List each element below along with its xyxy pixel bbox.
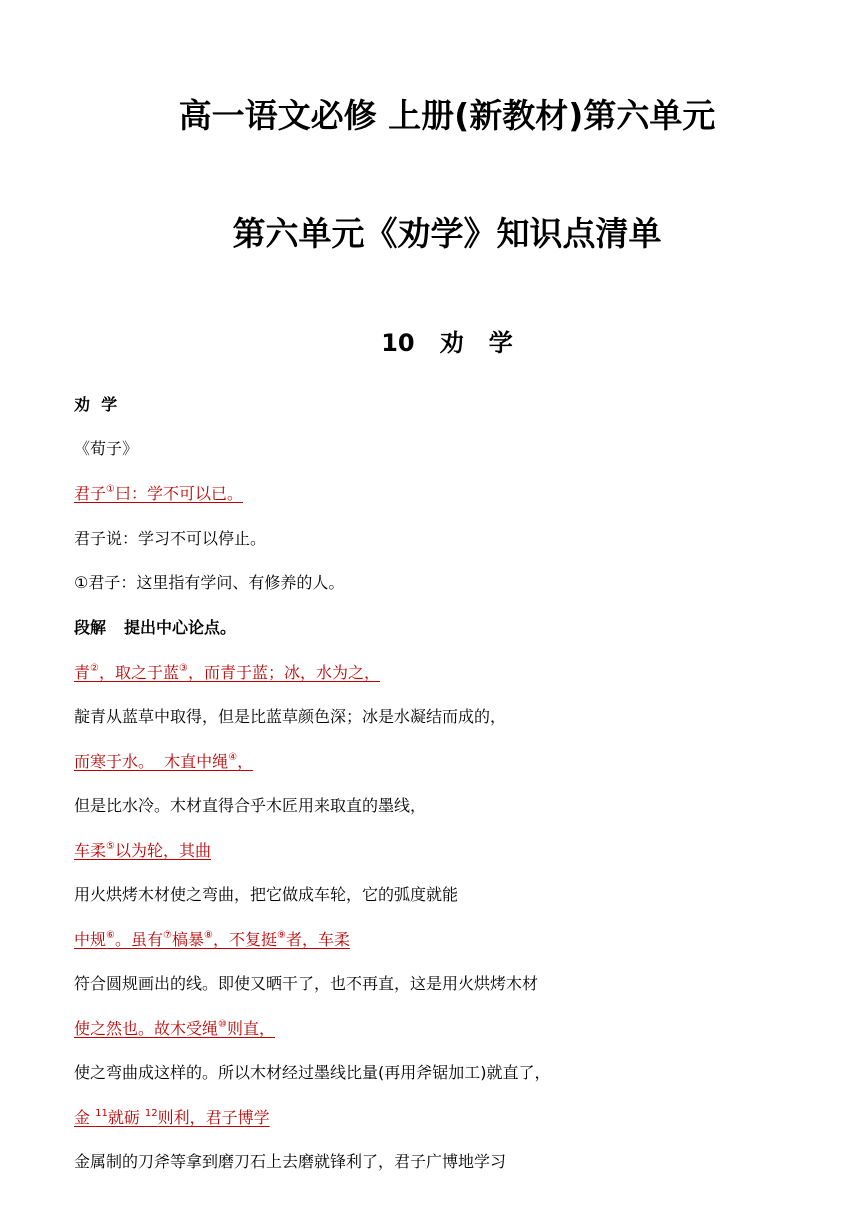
segment: 就砺 [107, 1108, 145, 1127]
footnote-1: ①君子：这里指有学问、有修养的人。 [74, 573, 345, 592]
translation-line-1: 君子说：学习不可以停止。 [74, 529, 267, 548]
text-heading: 劝 学 [74, 395, 118, 414]
footnote-marker: ⑧ [203, 930, 213, 941]
segment: 青 [74, 663, 91, 682]
section-note [74, 617, 236, 639]
segment: 使之然也。故木受绳 [74, 1019, 219, 1038]
segment: 曰：学不可以已。 [114, 484, 243, 503]
document-subtitle: 第六单元《劝学》知识点清单 [232, 214, 662, 253]
segment: 而寒于水。 木直中绳 [74, 752, 229, 771]
translation-line-3: 但是比水冷。木材直得合乎木匠用来取直的墨线， [74, 796, 427, 815]
translation-line-4: 用火烘烤木材使之弯曲，把它做成车轮，它的弧度就能 [74, 885, 459, 904]
classical-line-1 [74, 483, 243, 505]
segment: ，不复挺 [212, 930, 277, 949]
footnote-marker: ⑥ [106, 930, 115, 941]
segment: 金 [74, 1108, 96, 1127]
classical-line-3 [74, 751, 253, 773]
segment: 以为轮，其曲 [114, 841, 211, 860]
translation-line-5: 符合圆规画出的线。即使又晒干了，也不再直，这是用火烘烤木材 [74, 974, 539, 993]
footnote-marker: ⑤ [106, 841, 115, 852]
footnote-marker: ⑩ [218, 1019, 227, 1030]
lesson-title: 10 劝 学 [381, 329, 513, 357]
segment: 则利，君子博学 [157, 1108, 270, 1127]
segment: 。虽有 [114, 930, 163, 949]
document-title: 高一语文必修 上册(新教材)第六单元 [178, 96, 716, 135]
section-text: 提出中心论点。 [124, 618, 237, 637]
segment: 槁暴 [171, 930, 204, 949]
footnote-marker: ① [106, 484, 115, 495]
classical-line-7 [74, 1107, 270, 1129]
footnote-marker: ④ [228, 752, 238, 763]
classical-line-4 [74, 840, 211, 862]
translation-line-7: 金属制的刀斧等拿到磨刀石上去磨就锋利了，君子广博地学习 [74, 1152, 507, 1171]
classical-line-5 [74, 929, 350, 951]
section-label: 段解 [74, 618, 107, 637]
footnote-marker: ⑦ [163, 930, 172, 941]
segment: 中规 [74, 930, 107, 949]
translation-line-6: 使之弯曲成这样的。所以木材经过墨线比量(再用斧锯加工)就直了， [74, 1063, 551, 1082]
footnote-marker: ② [90, 663, 99, 674]
classical-line-6 [74, 1018, 275, 1040]
segment: 车柔 [74, 841, 107, 860]
segment: ，取之于蓝 [98, 663, 179, 682]
footnote-marker: 12 [144, 1108, 158, 1119]
footnote-marker: 11 [95, 1108, 108, 1119]
segment: 则直， [226, 1019, 275, 1038]
translation-line-2: 靛青从蓝草中取得，但是比蓝草颜色深；冰是水凝结而成的， [74, 707, 507, 726]
footnote-marker: ⑨ [276, 930, 286, 941]
segment: ，而青于蓝；冰，水为之， [187, 663, 380, 682]
segment: 君子 [74, 484, 107, 503]
footnote-marker: ③ [179, 663, 188, 674]
segment: 者，车柔 [285, 930, 350, 949]
classical-line-2 [74, 662, 380, 684]
text-author: 《荀子》 [74, 439, 139, 458]
segment: ， [237, 752, 254, 771]
